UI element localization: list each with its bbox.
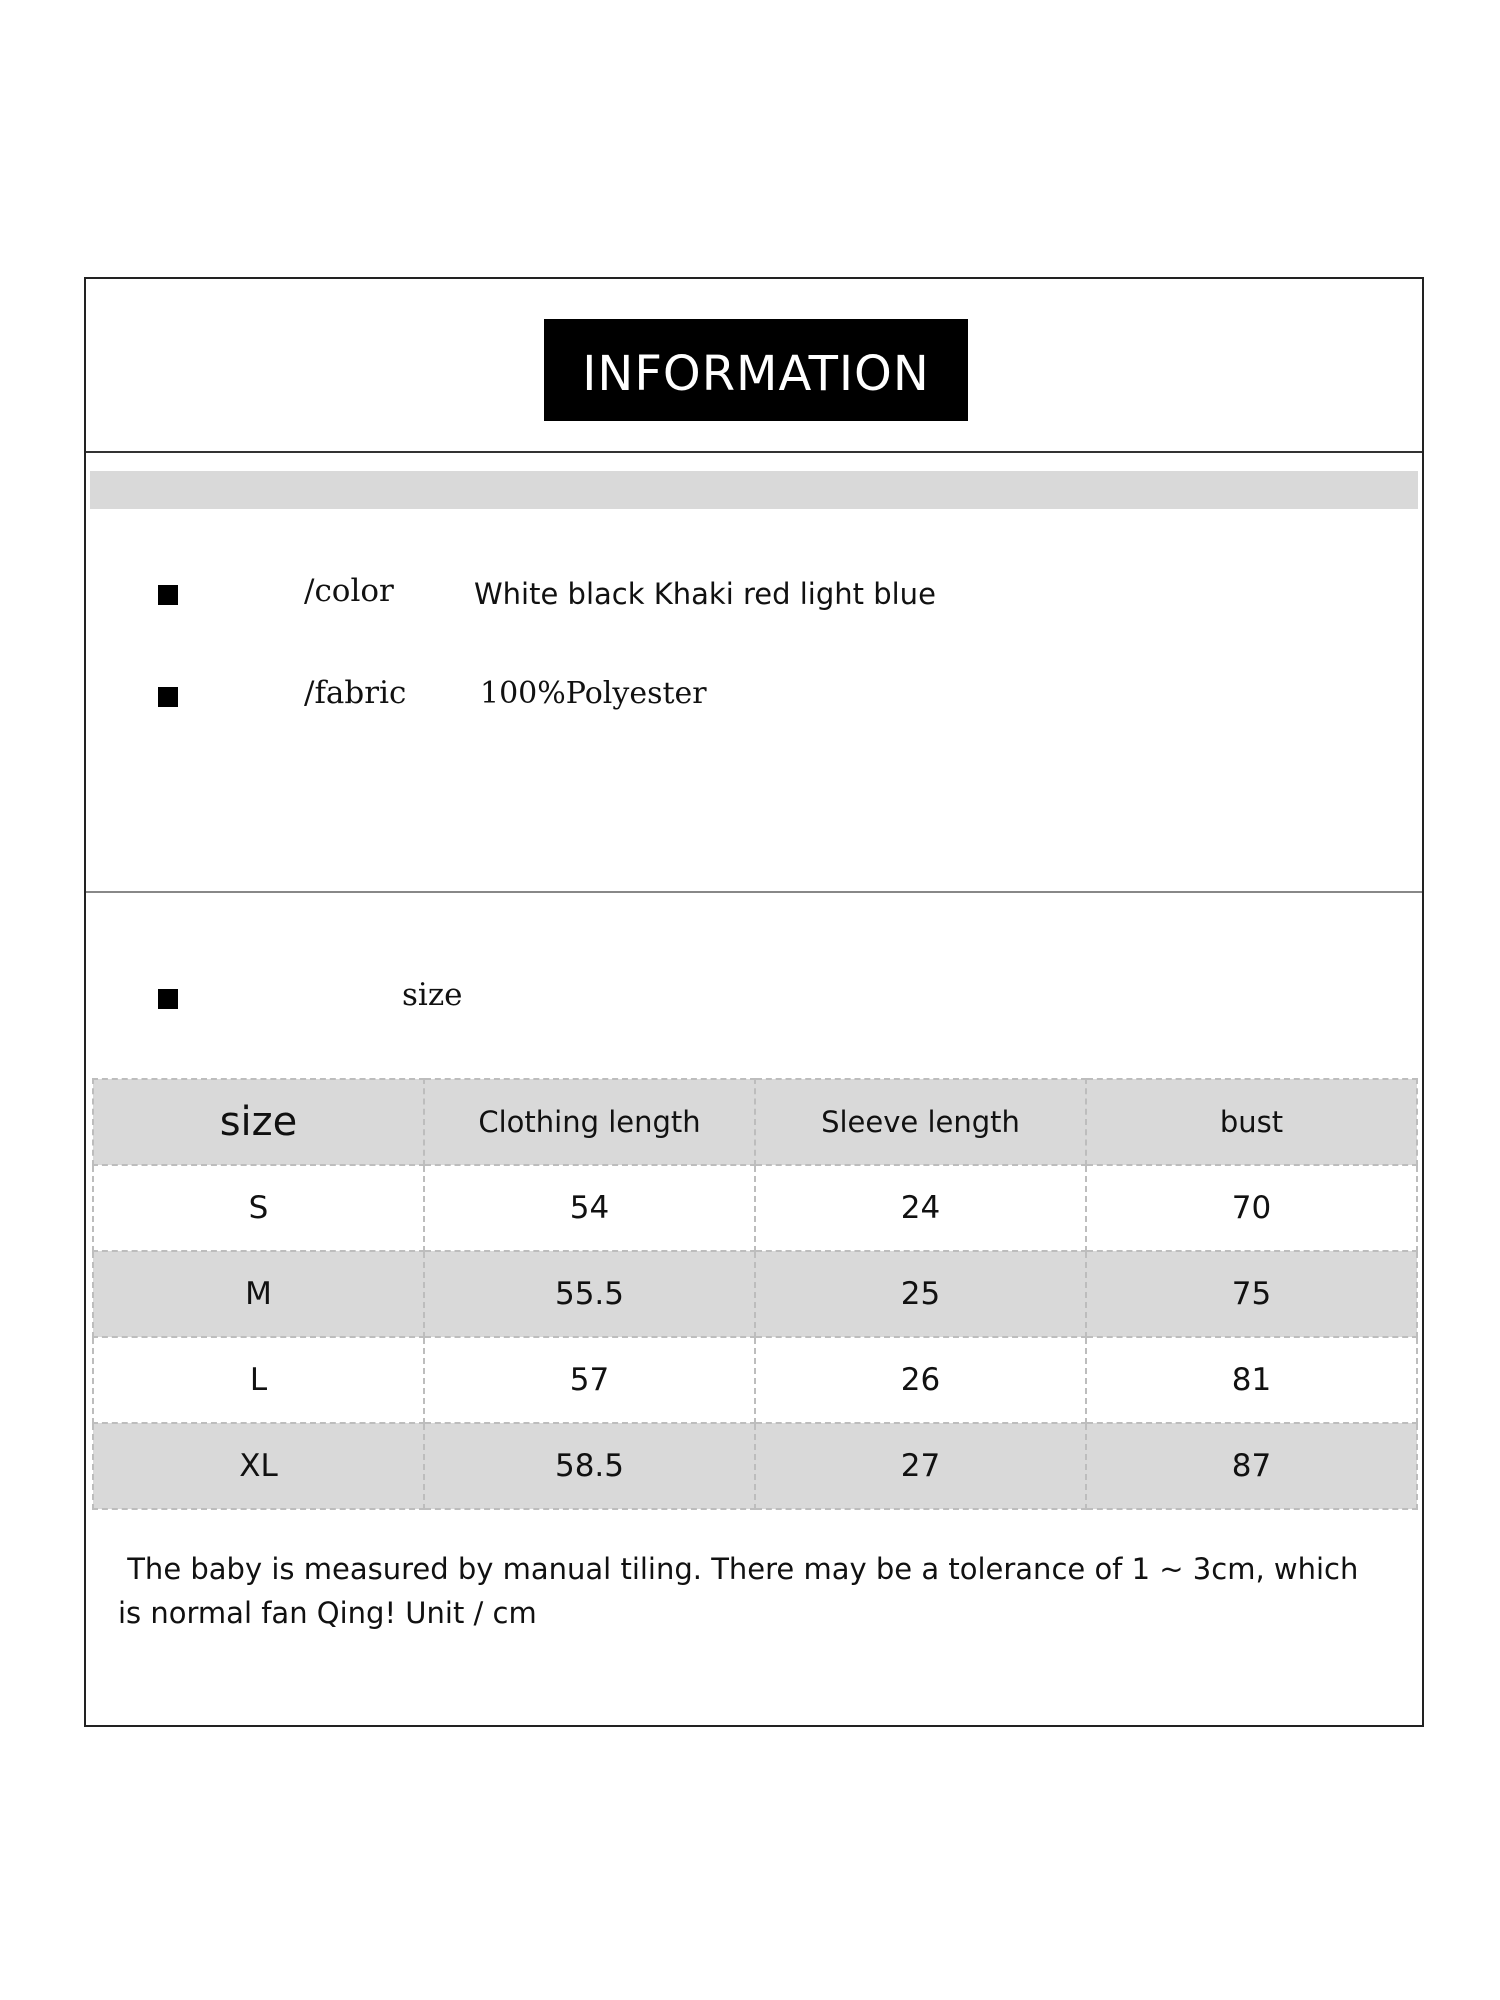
color-label: /color — [304, 573, 394, 609]
cell-clothing-length: 58.5 — [424, 1423, 755, 1509]
info-card — [84, 277, 1424, 1727]
column-header-bust: bust — [1086, 1079, 1417, 1165]
section-divider — [86, 891, 1422, 893]
table-row — [93, 1165, 1417, 1251]
cell-clothing-length: 57 — [424, 1337, 755, 1423]
square-bullet-icon — [158, 989, 178, 1009]
size-section-label: size — [402, 977, 463, 1013]
table-row — [93, 1337, 1417, 1423]
table-row — [93, 1423, 1417, 1509]
fabric-value: 100%Polyester — [480, 676, 707, 711]
header-section — [86, 279, 1422, 453]
attribute-row-color — [86, 571, 1422, 619]
cell-sleeve-length: 25 — [755, 1251, 1086, 1337]
information-title: INFORMATION — [544, 319, 968, 421]
size-section-heading — [86, 975, 1422, 1023]
size-chart-table — [92, 1078, 1418, 1510]
cell-bust: 70 — [1086, 1165, 1417, 1251]
cell-clothing-length: 55.5 — [424, 1251, 755, 1337]
cell-clothing-length: 54 — [424, 1165, 755, 1251]
cell-bust: 87 — [1086, 1423, 1417, 1509]
cell-sleeve-length: 27 — [755, 1423, 1086, 1509]
square-bullet-icon — [158, 585, 178, 605]
column-header-clothing-length: Clothing length — [424, 1079, 755, 1165]
attribute-row-fabric — [86, 673, 1422, 721]
cell-bust: 81 — [1086, 1337, 1417, 1423]
grey-divider-band — [90, 471, 1418, 509]
fabric-label: /fabric — [304, 675, 407, 711]
color-value: White black Khaki red light blue — [474, 577, 936, 611]
cell-size: M — [93, 1251, 424, 1337]
cell-sleeve-length: 26 — [755, 1337, 1086, 1423]
cell-size: XL — [93, 1423, 424, 1509]
table-header-row — [93, 1079, 1417, 1165]
measurement-note: The baby is measured by manual tiling. There may be a tolerance of 1 ~ 3cm, which is normal fan Qing! Unit / cm — [118, 1552, 1368, 1630]
table-row — [93, 1251, 1417, 1337]
cell-bust: 75 — [1086, 1251, 1417, 1337]
cell-size: S — [93, 1165, 424, 1251]
cell-sleeve-length: 24 — [755, 1165, 1086, 1251]
square-bullet-icon — [158, 687, 178, 707]
column-header-size: size — [93, 1079, 424, 1165]
cell-size: L — [93, 1337, 424, 1423]
column-header-sleeve-length: Sleeve length — [755, 1079, 1086, 1165]
